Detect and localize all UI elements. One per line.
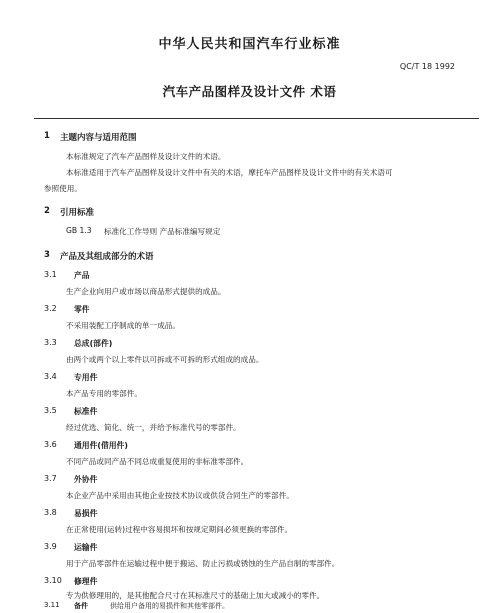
reference-title: 标准化工作导则 产品标准编写规定 [104, 227, 221, 236]
term-number: 3.4 [44, 372, 57, 381]
term-definition: 本企业产品中采用由其他企业按技术协议或供货合同生产的零部件。 [66, 491, 294, 500]
term-number: 3.5 [44, 406, 57, 415]
term-headword: 零件 [74, 305, 90, 314]
term-number: 3.9 [44, 542, 57, 551]
term-number: 3.3 [44, 338, 57, 347]
term-number: 3.11 [44, 601, 60, 609]
term-definition: 供给用户备用的易损件和其他零部件。 [110, 602, 229, 610]
section-1-heading: 主题内容与适用范围 [60, 133, 137, 143]
term-definition: 不采用装配工序制成的单一成品。 [66, 321, 180, 330]
term-headword: 总成(部件) [74, 339, 113, 348]
term-definition: 专为供修理用的，是其他配合尺寸在其标准尺寸的基础上加大或减小的零件。 [66, 591, 325, 600]
term-headword: 运输件 [74, 543, 98, 552]
doc-number: QC/T 18 1992 [399, 62, 455, 71]
term-number: 3.7 [44, 474, 57, 483]
term-number: 3.8 [44, 508, 57, 517]
standard-title: 中华人民共和国汽车行业标准 [158, 37, 341, 52]
term-definition: 本产品专用的零部件。 [66, 389, 142, 398]
term-number: 3.10 [44, 576, 62, 585]
doc-title: 汽车产品图样及设计文件 术语 [162, 84, 337, 99]
term-headword: 修理件 [74, 577, 98, 586]
term-headword: 外协件 [74, 475, 98, 484]
term-number: 3.2 [44, 304, 57, 313]
section-1-number: 1 [44, 131, 50, 141]
section-2-heading: 引用标准 [60, 208, 95, 218]
reference-code: GB 1.3 [66, 226, 92, 235]
section-3-number: 3 [44, 250, 50, 260]
term-headword: 标准件 [74, 407, 98, 416]
term-definition: 在正常使用(运转)过程中容易损坏和按规定期间必须更换的零部件。 [66, 525, 293, 534]
term-definition: 生产企业向用户或市场以商品形式提供的成品。 [66, 287, 226, 296]
term-headword: 易损件 [74, 509, 98, 518]
term-headword: 备件 [74, 602, 88, 610]
term-definition: 由两个或两个以上零件以可拆或不可拆的形式组成的成品。 [66, 355, 264, 364]
term-definition: 用于产品零部件在运输过程中便于搬运、防止污损或锈蚀的生产品自制的零部件。 [66, 559, 340, 568]
term-definition: 经过优选、简化、统一，并给予标准代号的零部件。 [66, 423, 241, 432]
term-number: 3.1 [44, 270, 57, 279]
section-2-number: 2 [44, 206, 50, 216]
term-definition: 不同产品或同产品不同总成重复使用的非标准零部件。 [66, 457, 249, 466]
term-headword: 专用件 [74, 373, 98, 382]
term-headword: 通用件(借用件) [74, 441, 128, 450]
term-number: 3.6 [44, 440, 57, 449]
section-1-paragraph-1: 本标准规定了汽车产品图样及设计文件的术语。 [66, 152, 226, 161]
title-divider [34, 118, 479, 119]
section-1-paragraph-3: 参照使用。 [44, 184, 82, 193]
section-3-heading: 产品及其组成部分的术语 [60, 252, 154, 262]
section-1-paragraph-2: 本标准适用于汽车产品图样及设计文件中有关的术语，摩托车产品图样及设计文件中的有关术语可 [66, 168, 393, 177]
term-headword: 产品 [74, 271, 90, 280]
